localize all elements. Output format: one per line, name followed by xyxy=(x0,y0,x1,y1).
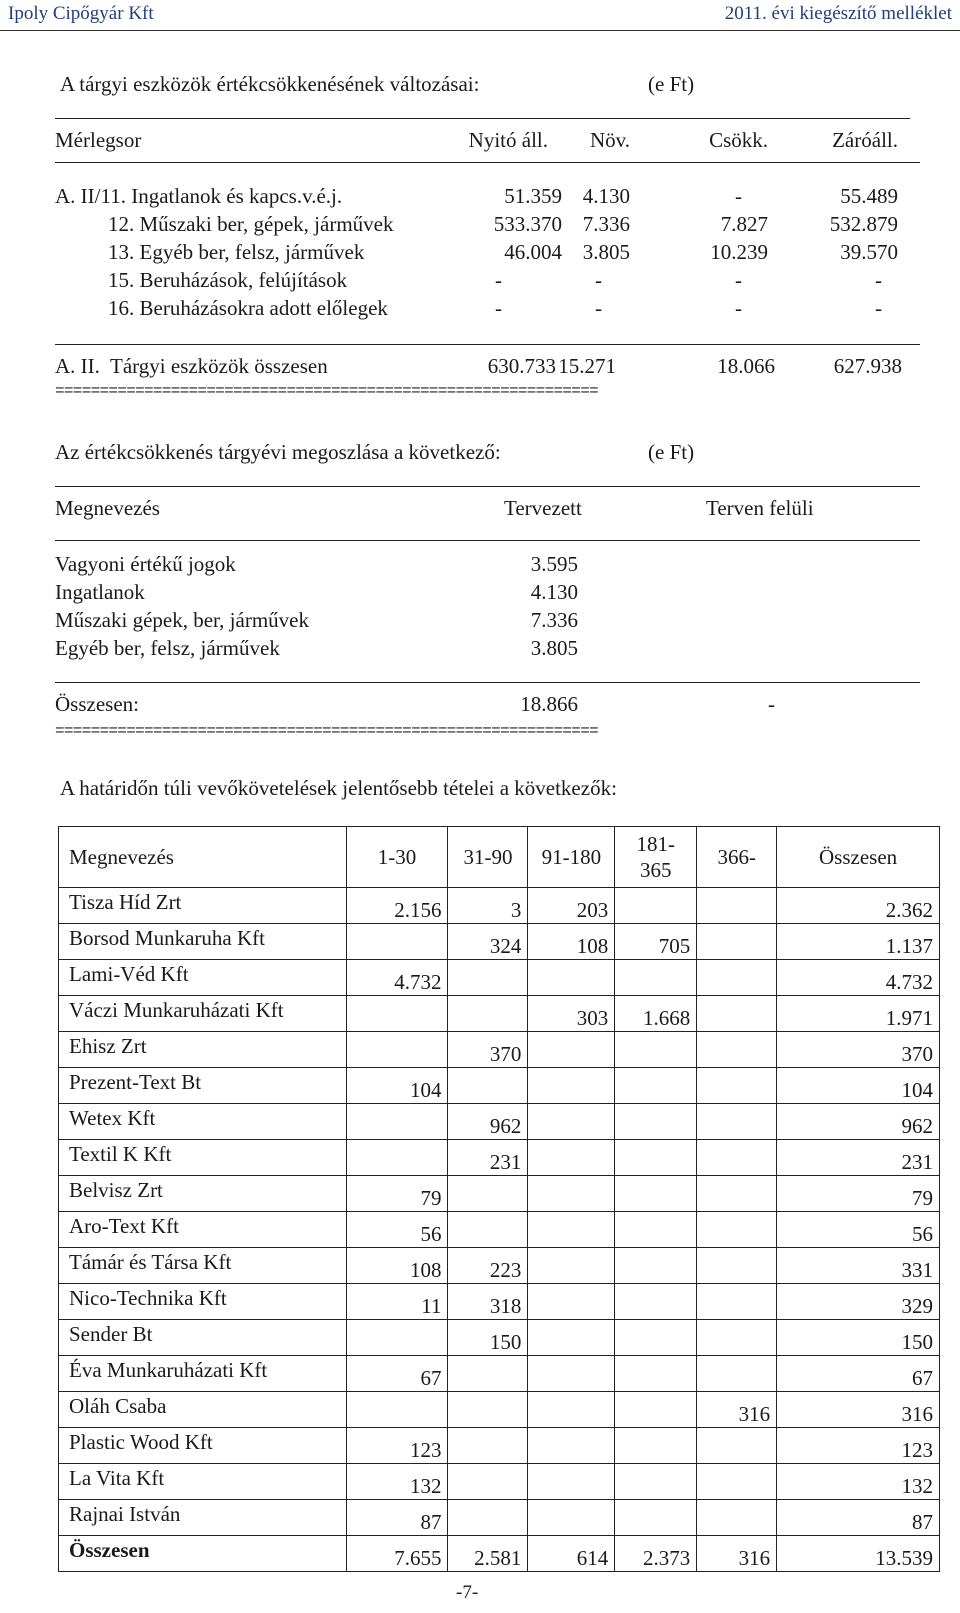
row-value: 2.156 xyxy=(346,888,448,924)
row-value xyxy=(615,1248,697,1284)
section1-col-name: Mérlegsor xyxy=(55,128,142,152)
row-value xyxy=(697,1140,777,1176)
col-header-31-90: 31-90 xyxy=(448,827,528,888)
s1-row-value: 10.239 xyxy=(710,240,768,264)
s1-row-value: 46.004 xyxy=(504,240,562,264)
col-header-181: 181- xyxy=(636,832,676,856)
row-value xyxy=(528,1248,615,1284)
s1-row-value: - xyxy=(595,296,602,320)
row-value: 123 xyxy=(777,1428,940,1464)
section1-col-inc: Növ. xyxy=(589,128,630,152)
row-name: Wetex Kft xyxy=(59,1104,347,1140)
col-header-365: 365 xyxy=(640,858,672,882)
row-value xyxy=(615,1464,697,1500)
s2-row-label: Ingatlanok xyxy=(55,580,145,604)
s1-row-value: 4.130 xyxy=(582,184,630,208)
section2-rule-total xyxy=(55,682,920,683)
row-value: 962 xyxy=(777,1104,940,1140)
row-name: Éva Munkaruházati Kft xyxy=(59,1356,347,1392)
row-value xyxy=(697,1356,777,1392)
table-row xyxy=(59,1284,940,1320)
s1-total-value: 627.938 xyxy=(833,354,902,378)
row-value: 370 xyxy=(448,1032,528,1068)
s2-row-value: 7.336 xyxy=(530,608,578,632)
table-row xyxy=(59,1032,940,1068)
row-name: Összesen xyxy=(59,1536,347,1572)
section2-rule-mid xyxy=(55,540,920,541)
row-value: 316 xyxy=(777,1392,940,1428)
col-header-1-30: 1-30 xyxy=(346,827,448,888)
s1-total-value: 15.271 xyxy=(558,354,616,378)
row-value: 56 xyxy=(346,1212,448,1248)
row-value xyxy=(346,1392,448,1428)
row-value xyxy=(448,960,528,996)
row-name: Plastic Wood Kft xyxy=(59,1428,347,1464)
row-value: 87 xyxy=(346,1500,448,1536)
s1-row-value: - xyxy=(875,296,882,320)
s1-row-value: 533.370 xyxy=(493,212,562,236)
row-name: Aro-Text Kft xyxy=(59,1212,347,1248)
row-value xyxy=(697,1248,777,1284)
row-name: Támár és Társa Kft xyxy=(59,1248,347,1284)
row-value: 132 xyxy=(346,1464,448,1500)
row-value xyxy=(448,1392,528,1428)
row-value xyxy=(346,1104,448,1140)
row-value xyxy=(528,1140,615,1176)
s1-row-label: 13. Egyéb ber, felsz, járművek xyxy=(108,240,365,264)
row-value xyxy=(615,888,697,924)
row-name: Ehisz Zrt xyxy=(59,1032,347,1068)
row-value xyxy=(697,1176,777,1212)
row-value: 324 xyxy=(448,924,528,960)
row-value xyxy=(448,1428,528,1464)
row-value xyxy=(528,1104,615,1140)
row-value xyxy=(615,1392,697,1428)
row-value xyxy=(448,996,528,1032)
s1-row-value: 39.570 xyxy=(840,240,898,264)
row-value: 962 xyxy=(448,1104,528,1140)
s1-row-value: - xyxy=(875,268,882,292)
row-name: Rajnai István xyxy=(59,1500,347,1536)
row-name: Prezent-Text Bt xyxy=(59,1068,347,1104)
table-row xyxy=(59,1212,940,1248)
section2-unit: (e Ft) xyxy=(648,440,695,464)
row-value: 316 xyxy=(697,1536,777,1572)
row-value xyxy=(448,1356,528,1392)
row-value: 303 xyxy=(528,996,615,1032)
row-value xyxy=(697,1320,777,1356)
report-title: 2011. évi kiegészítő melléklet xyxy=(724,3,952,24)
table-row xyxy=(59,888,940,924)
section1-unit: (e Ft) xyxy=(648,72,695,96)
row-value: 108 xyxy=(528,924,615,960)
row-name: La Vita Kft xyxy=(59,1464,347,1500)
row-name: Oláh Csaba xyxy=(59,1392,347,1428)
table-row xyxy=(59,1140,940,1176)
row-value xyxy=(615,1032,697,1068)
row-value: 108 xyxy=(346,1248,448,1284)
row-value xyxy=(615,1500,697,1536)
row-value: 56 xyxy=(777,1212,940,1248)
row-value: 1.137 xyxy=(777,924,940,960)
row-value: 316 xyxy=(697,1392,777,1428)
table-row xyxy=(59,1248,940,1284)
row-value xyxy=(697,1464,777,1500)
row-value: 13.539 xyxy=(777,1536,940,1572)
section1-double-rule: ============================================================= xyxy=(55,382,598,400)
s1-row-value: - xyxy=(495,268,502,292)
row-value xyxy=(448,1500,528,1536)
row-value xyxy=(615,1320,697,1356)
row-value: 67 xyxy=(346,1356,448,1392)
row-value: 87 xyxy=(777,1500,940,1536)
row-value: 79 xyxy=(777,1176,940,1212)
table-row xyxy=(59,1428,940,1464)
row-value xyxy=(697,1032,777,1068)
row-value xyxy=(615,960,697,996)
s2-row-value: 4.130 xyxy=(530,580,578,604)
row-value: 79 xyxy=(346,1176,448,1212)
row-name: Lami-Véd Kft xyxy=(59,960,347,996)
row-value xyxy=(448,1464,528,1500)
section1-title: A tárgyi eszközök értékcsökkenésének változásai: xyxy=(60,72,480,96)
row-value xyxy=(346,1032,448,1068)
s2-total-value: 18.866 xyxy=(520,692,578,716)
s2-row-value: 3.595 xyxy=(530,552,578,576)
s1-row-value: - xyxy=(495,296,502,320)
table-row xyxy=(59,1464,940,1500)
row-value xyxy=(697,996,777,1032)
table-row xyxy=(59,1392,940,1428)
row-value xyxy=(528,1356,615,1392)
row-value: 331 xyxy=(777,1248,940,1284)
s1-total-label: A. II. Tárgyi eszközök összesen xyxy=(55,354,328,378)
row-value: 2.581 xyxy=(448,1536,528,1572)
row-value: 150 xyxy=(777,1320,940,1356)
s1-row-value: 55.489 xyxy=(840,184,898,208)
row-value xyxy=(697,1068,777,1104)
row-value: 11 xyxy=(346,1284,448,1320)
row-value xyxy=(448,1212,528,1248)
header-rule xyxy=(0,30,960,31)
row-value xyxy=(346,924,448,960)
row-value xyxy=(528,1068,615,1104)
row-value: 4.732 xyxy=(777,960,940,996)
row-value: 67 xyxy=(777,1356,940,1392)
s2-row-label: Egyéb ber, felsz, járművek xyxy=(55,636,280,660)
s1-row-value: - xyxy=(735,268,742,292)
row-value xyxy=(528,1032,615,1068)
s1-row-value: 3.805 xyxy=(582,240,630,264)
row-value xyxy=(528,1320,615,1356)
row-value xyxy=(448,1068,528,1104)
row-value: 104 xyxy=(777,1068,940,1104)
row-value: 231 xyxy=(777,1140,940,1176)
section2-rule-top xyxy=(55,486,920,487)
row-value xyxy=(528,1284,615,1320)
s1-row-value: - xyxy=(735,184,742,208)
row-value xyxy=(615,1140,697,1176)
row-value: 318 xyxy=(448,1284,528,1320)
row-name: Borsod Munkaruha Kft xyxy=(59,924,347,960)
table-row xyxy=(59,960,940,996)
s1-row-value: - xyxy=(735,296,742,320)
row-value xyxy=(615,1068,697,1104)
row-name: Váczi Munkaruházati Kft xyxy=(59,996,347,1032)
company-name: Ipoly Cipőgyár Kft xyxy=(8,3,154,24)
table-row xyxy=(59,1356,940,1392)
row-value xyxy=(528,1212,615,1248)
row-value xyxy=(346,1320,448,1356)
section1-rule-mid xyxy=(55,162,920,163)
s2-row-label: Műszaki gépek, ber, járművek xyxy=(55,608,309,632)
table-row xyxy=(59,996,940,1032)
table-header-row xyxy=(59,827,940,888)
col-header-181-365 xyxy=(615,827,697,888)
table-row xyxy=(59,924,940,960)
row-value xyxy=(615,1428,697,1464)
s1-row-label: 12. Műszaki ber, gépek, járművek xyxy=(108,212,394,236)
row-value xyxy=(528,960,615,996)
section1-col-close: Záróáll. xyxy=(832,128,898,152)
row-value: 104 xyxy=(346,1068,448,1104)
s2-row-value: 3.805 xyxy=(530,636,578,660)
row-value xyxy=(528,1464,615,1500)
row-value: 7.655 xyxy=(346,1536,448,1572)
section2-title: Az értékcsökkenés tárgyévi megoszlása a következő: xyxy=(55,440,501,464)
row-name: Tisza Híd Zrt xyxy=(59,888,347,924)
section1-col-dec: Csökk. xyxy=(709,128,768,152)
row-name: Textil K Kft xyxy=(59,1140,347,1176)
row-value xyxy=(346,996,448,1032)
row-value: 4.732 xyxy=(346,960,448,996)
s1-row-label: A. II/11. Ingatlanok és kapcs.v.é.j. xyxy=(55,184,343,208)
row-value xyxy=(697,1212,777,1248)
section2-double-rule: ============================================================= xyxy=(55,722,598,740)
row-value xyxy=(697,1500,777,1536)
row-value xyxy=(615,1212,697,1248)
row-name: Sender Bt xyxy=(59,1320,347,1356)
row-value xyxy=(528,1392,615,1428)
row-name: Belvisz Zrt xyxy=(59,1176,347,1212)
row-value xyxy=(697,1284,777,1320)
row-value: 223 xyxy=(448,1248,528,1284)
section3-title: A határidőn túli vevőkövetelések jelentősebb tételei a következők: xyxy=(60,776,617,800)
s2-total-extra: - xyxy=(768,692,775,716)
row-value xyxy=(697,960,777,996)
row-value xyxy=(346,1140,448,1176)
s1-row-value: 7.336 xyxy=(582,212,630,236)
row-value: 3 xyxy=(448,888,528,924)
table-row xyxy=(59,1320,940,1356)
row-value xyxy=(615,1284,697,1320)
col-header-366: 366- xyxy=(697,827,777,888)
row-value: 1.668 xyxy=(615,996,697,1032)
section1-col-open: Nyitó áll. xyxy=(468,128,548,152)
row-value: 2.362 xyxy=(777,888,940,924)
table-row xyxy=(59,1500,940,1536)
s2-row-label: Vagyoni értékű jogok xyxy=(55,552,236,576)
s1-row-value: 51.359 xyxy=(504,184,562,208)
receivables-table xyxy=(58,826,940,1572)
row-value xyxy=(615,1176,697,1212)
s1-row-value: 532.879 xyxy=(829,212,898,236)
row-value xyxy=(615,1356,697,1392)
section2-col-planned: Tervezett xyxy=(504,496,582,520)
row-value: 203 xyxy=(528,888,615,924)
section2-col-name: Megnevezés xyxy=(55,496,160,520)
row-value xyxy=(528,1428,615,1464)
row-value: 370 xyxy=(777,1032,940,1068)
row-value: 2.373 xyxy=(615,1536,697,1572)
s1-row-value: 7.827 xyxy=(720,212,768,236)
section1-rule-total xyxy=(55,344,920,345)
row-value: 150 xyxy=(448,1320,528,1356)
col-header-91-180: 91-180 xyxy=(528,827,615,888)
table-total-row xyxy=(59,1536,940,1572)
row-value: 705 xyxy=(615,924,697,960)
row-value xyxy=(697,888,777,924)
s1-row-label: 16. Beruházásokra adott előlegek xyxy=(108,296,388,320)
s1-row-value: - xyxy=(595,268,602,292)
row-value xyxy=(528,1500,615,1536)
row-value: 123 xyxy=(346,1428,448,1464)
s1-row-label: 15. Beruházások, felújítások xyxy=(108,268,348,292)
row-value xyxy=(697,1428,777,1464)
section1-rule-top xyxy=(55,118,910,119)
table-row xyxy=(59,1104,940,1140)
row-value xyxy=(528,1176,615,1212)
row-value: 231 xyxy=(448,1140,528,1176)
row-value: 329 xyxy=(777,1284,940,1320)
s2-total-label: Összesen: xyxy=(55,692,139,716)
s1-total-value: 18.066 xyxy=(717,354,775,378)
row-value: 1.971 xyxy=(777,996,940,1032)
row-value xyxy=(615,1104,697,1140)
row-value xyxy=(448,1176,528,1212)
table-row xyxy=(59,1176,940,1212)
row-value: 614 xyxy=(528,1536,615,1572)
col-header-name: Megnevezés xyxy=(59,827,347,888)
row-value xyxy=(697,924,777,960)
page-number: -7- xyxy=(456,1582,479,1603)
section2-col-extra: Terven felüli xyxy=(706,496,814,520)
table-row xyxy=(59,1068,940,1104)
row-name: Nico-Technika Kft xyxy=(59,1284,347,1320)
col-header-total: Összesen xyxy=(777,827,940,888)
row-value: 132 xyxy=(777,1464,940,1500)
row-value xyxy=(697,1104,777,1140)
s1-total-value: 630.733 xyxy=(487,354,556,378)
